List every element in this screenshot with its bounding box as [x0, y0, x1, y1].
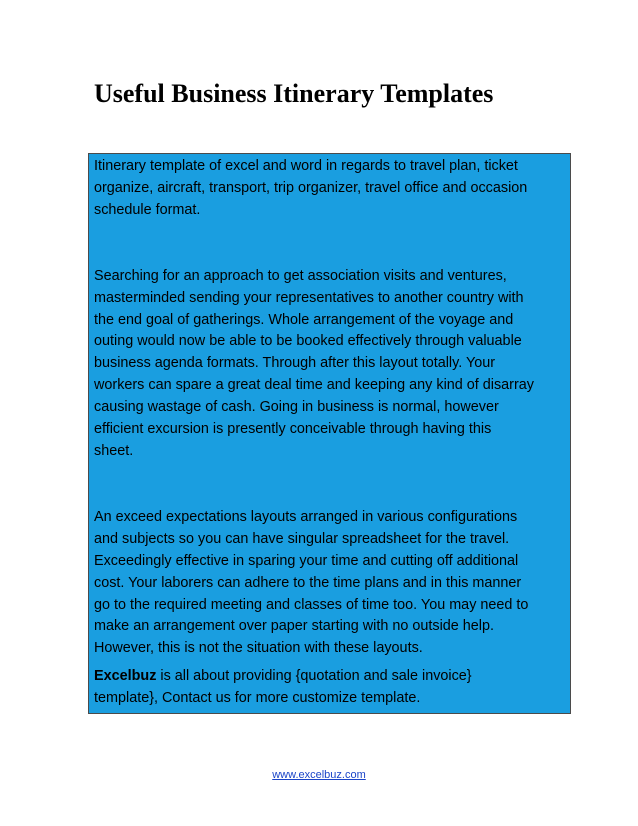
text-line: Exceedingly effective in sparing your time and cutting off additional — [94, 552, 519, 569]
text-line: go to the required meeting and classes of time too. You may need to — [94, 596, 529, 613]
page-title: Useful Business Itinerary Templates — [94, 79, 494, 108]
layouts-paragraph — [94, 507, 566, 660]
text-line: business agenda formats. Through after this layout totally. Your — [94, 355, 496, 372]
promo-paragraph — [94, 666, 566, 710]
text-line: workers can spare a great deal time and keeping any kind of disarray — [94, 377, 534, 394]
text-line: An exceed expectations layouts arranged in various configurations — [94, 508, 518, 525]
text-line: cost. Your laborers can adhere to the time plans and in this manner — [94, 574, 522, 591]
promo-text: is all about providing {quotation and sale invoice} — [156, 668, 472, 685]
footer-website-link[interactable]: www.excelbuz.com — [272, 769, 366, 781]
text-line: the end goal of gatherings. Whole arrangement of the voyage and — [94, 311, 514, 328]
promo-line: template}, Contact us for more customize template. — [94, 690, 421, 707]
text-line: and subjects so you can have singular spreadsheet for the travel. — [94, 530, 510, 547]
text-line: However, this is not the situation with these layouts. — [94, 640, 423, 657]
text-line: sheet. — [94, 442, 134, 459]
text-line: causing wastage of cash. Going in business is normal, however — [94, 399, 499, 416]
searching-paragraph — [94, 266, 566, 463]
text-line: make an arrangement over paper starting with no outside help. — [94, 618, 494, 635]
intro-paragraph — [94, 156, 566, 222]
text-line: Itinerary template of excel and word in regards to travel plan, ticket — [94, 158, 518, 174]
itinerary-info-box — [88, 153, 571, 714]
text-line: outing would now be able to be booked effectively through valuable — [94, 333, 522, 350]
text-line: Searching for an approach to get association visits and ventures, — [94, 267, 507, 284]
text-line: masterminded sending your representatives to another country with — [94, 289, 524, 306]
text-line: efficient excursion is presently conceivable through having this — [94, 421, 492, 438]
promo-line — [94, 666, 566, 688]
text-line: schedule format. — [94, 201, 201, 218]
text-line: organize, aircraft, transport, trip organizer, travel office and occasion — [94, 179, 528, 196]
brand-name: Excelbuz — [94, 668, 157, 685]
